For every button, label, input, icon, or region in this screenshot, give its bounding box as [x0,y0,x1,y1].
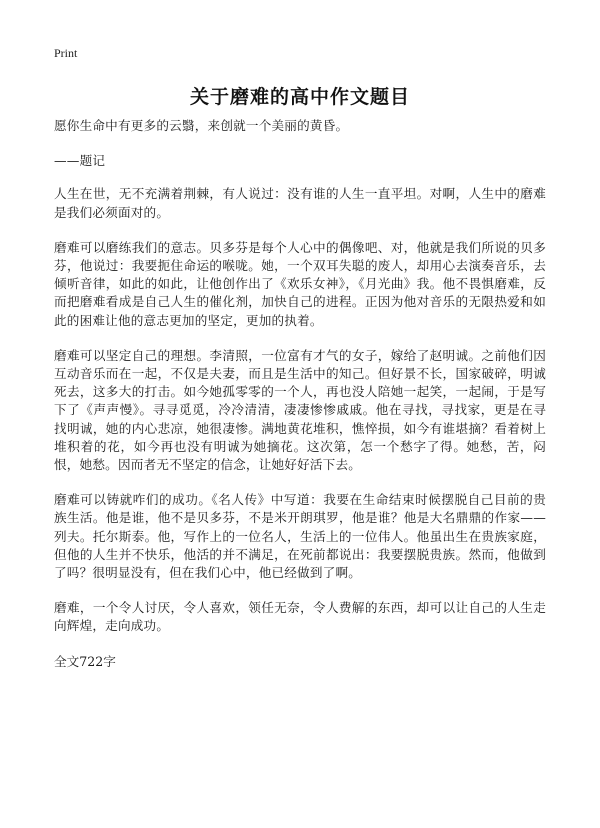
page-title: 关于磨难的高中作文题目 [189,86,410,108]
word-count: 全文722字 [54,653,116,669]
body-paragraph: 人生在世，无不充满着荆棘，有人说过：没有谁的人生一直平坦。对啊，人生中的磨难是我们必须面对的。 [54,186,546,220]
epigraph-attribution: ——题记 [54,153,106,169]
article-body [54,117,546,671]
epigraph-paragraph: 愿你生命中有更多的云翳，来创就一个美丽的黄昏。 [54,118,349,133]
body-paragraph: 磨难可以铸就咋们的成功。《名人传》中写道：我要在生命结束时候摆脱自己目前的贵族生活。他是谁，他不是贝多芬，不是米开朗琪罗，他是谁？他是大名鼎鼎的作家——列夫。托尔斯泰。他，写作上的一位名人，生活上的一位伟人。他虽出生在贵族家庭，但他的人生并不快乐，他活的并不满足，在死前都说出：我要摆脱贵族。然而，他做到了吗？很明显没有，但在我们心中，他已经做到了啊。 [54,492,546,581]
print-link[interactable]: Print [54,46,78,60]
body-paragraph: 磨难，一个令人讨厌，令人喜欢，领任无奈，令人费解的东西，却可以让自己的人生走向辉煌，走向成功。 [54,600,546,634]
body-paragraph: 磨难可以坚定自己的理想。李清照，一位富有才气的女子，嫁给了赵明诚。之前他们因互动音乐而在一起，不仅是夫妻，而且是生活中的知己。但好景不长，国家破碎，明诚死去，这多大的打击。如今她孤零零的一个人，再也没人陪她一起笑，一起闹，于是写下了《声声慢》。寻寻觅觅，冷冷清清，凄凄惨惨戚戚。他在寻找，寻找家，更是在寻找明诚，她的内心悲凉，她很凄惨。满地黄花堆积，憔悴损，如今有谁堪摘？看着树上堆积着的花，如今再也没有明诚为她摘花。这次第，怎一个愁字了得。她愁，苦，闷恨，她愁。因而者无不坚定的信念，让她好好活下去。 [54,347,546,473]
body-paragraph: 磨难可以磨练我们的意志。贝多芬是每个人心中的偶像吧、对，他就是我们所说的贝多芬，他说过：我要扼住命运的喉咙。她，一个双耳失聪的废人，却用心去演奏音乐，去倾听音律，如此的如此，让他创作出了《欢乐女神》，《月光曲》我。他不畏惧磨难，反而把磨难看成是自己人生的催化剂，加快自己的进程。正因为他对音乐的无限热爱和如此的困难让他的意志更加的坚定，更加的执着。 [54,239,546,328]
